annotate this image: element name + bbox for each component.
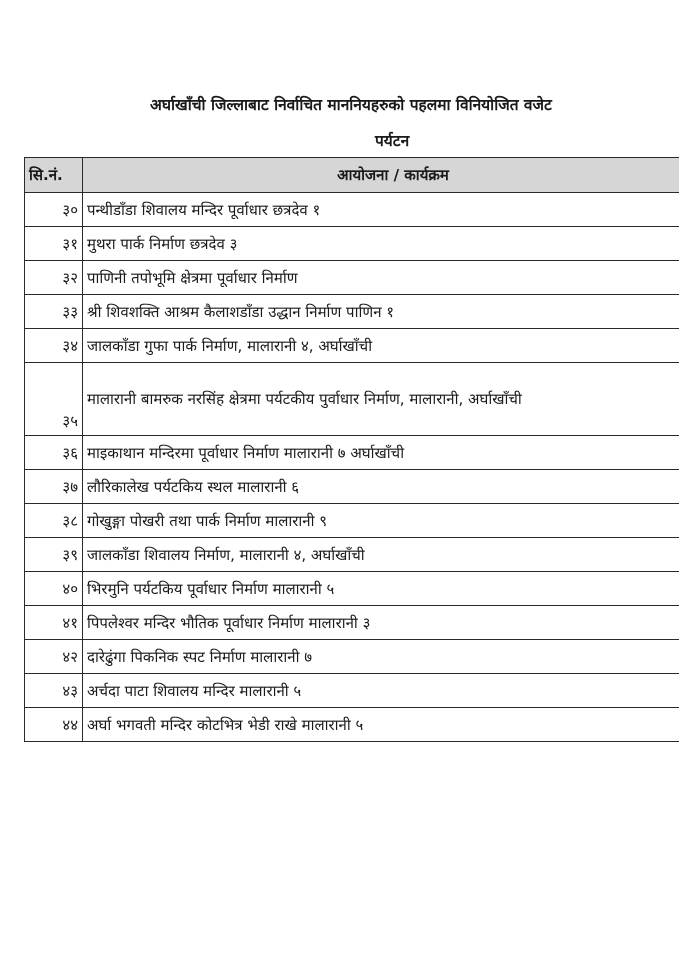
table-row (25, 504, 679, 538)
row-project-name: मुथरा पार्क निर्माण छत्रदेव ३ (83, 227, 679, 261)
row-project-name: माइकाथान मन्दिरमा पूर्वाधार निर्माण मालारानी ७ अर्घाखाँची (83, 436, 679, 470)
row-project-name: जालकाँडा गुफा पार्क निर्माण, मालारानी ४, अर्घाखाँची (83, 329, 679, 363)
row-project-name: दारेढुंगा पिकनिक स्पट निर्माण मालारानी ७ (83, 640, 679, 674)
row-serial: ३८ (25, 504, 83, 538)
row-serial: ३४ (25, 329, 83, 363)
table-row (25, 572, 679, 606)
row-serial: ३६ (25, 436, 83, 470)
document-title: अर्घाखाँची जिल्लाबाट निर्वाचित माननियहरुको पहलमा विनियोजित वजेट (150, 96, 552, 114)
table-row (25, 606, 679, 640)
table-row (25, 470, 679, 504)
row-project-name: जालकाँडा शिवालय निर्माण, मालारानी ४, अर्घाखाँची (83, 538, 679, 572)
row-serial: ४१ (25, 606, 83, 640)
row-project-name: पिपलेश्वर मन्दिर भौतिक पूर्वाधार निर्माण मालारानी ३ (83, 606, 679, 640)
row-project-name: भिरमुनि पर्यटकिय पूर्वाधार निर्माण मालारानी ५ (83, 572, 679, 606)
table-row (25, 193, 679, 227)
row-project-name: अर्घा भगवती मन्दिर कोटभित्र भेडी राखे मालारानी ५ (83, 708, 679, 742)
row-project-name: श्री शिवशक्ति आश्रम कैलाशडाँडा उद्धान निर्माण पाणिन १ (83, 295, 679, 329)
row-serial: ३३ (25, 295, 83, 329)
row-project-name: पन्थीडाँडा शिवालय मन्दिर पूर्वाधार छत्रदेव १ (83, 193, 679, 227)
table-row (25, 674, 679, 708)
row-serial: ३० (25, 193, 83, 227)
row-serial: ४३ (25, 674, 83, 708)
table-row (25, 295, 679, 329)
row-serial: ४० (25, 572, 83, 606)
row-serial: ३१ (25, 227, 83, 261)
table-row (25, 640, 679, 674)
table-row (25, 261, 679, 295)
row-serial: ४४ (25, 708, 83, 742)
projects-table (24, 157, 679, 742)
header-project: आयोजना / कार्यक्रम (83, 158, 679, 193)
table-row (25, 227, 679, 261)
header-serial: सि.नं. (25, 158, 83, 193)
table-header-row (25, 158, 679, 193)
table-row (25, 329, 679, 363)
table-row (25, 538, 679, 572)
row-project-name: पाणिनी तपोभूमि क्षेत्रमा पूर्वाधार निर्माण (83, 261, 679, 295)
row-serial: ३७ (25, 470, 83, 504)
row-project-name: मालारानी बामरुक नरसिंह क्षेत्रमा पर्यटकीय पुर्वाधार निर्माण, मालारानी, अर्घाखाँची (83, 363, 679, 436)
document-subtitle: पर्यटन (375, 132, 410, 150)
row-serial: ३५ (25, 363, 83, 436)
table-row (25, 363, 679, 436)
row-project-name: गोखुङ्गा पोखरी तथा पार्क निर्माण मालारानी ९ (83, 504, 679, 538)
row-project-name: अर्चदा पाटा शिवालय मन्दिर मालारानी ५ (83, 674, 679, 708)
row-serial: ३९ (25, 538, 83, 572)
row-project-name: लौरिकालेख पर्यटकिय स्थल मालारानी ६ (83, 470, 679, 504)
row-serial: ३२ (25, 261, 83, 295)
table-row (25, 708, 679, 742)
row-serial: ४२ (25, 640, 83, 674)
table-row (25, 436, 679, 470)
